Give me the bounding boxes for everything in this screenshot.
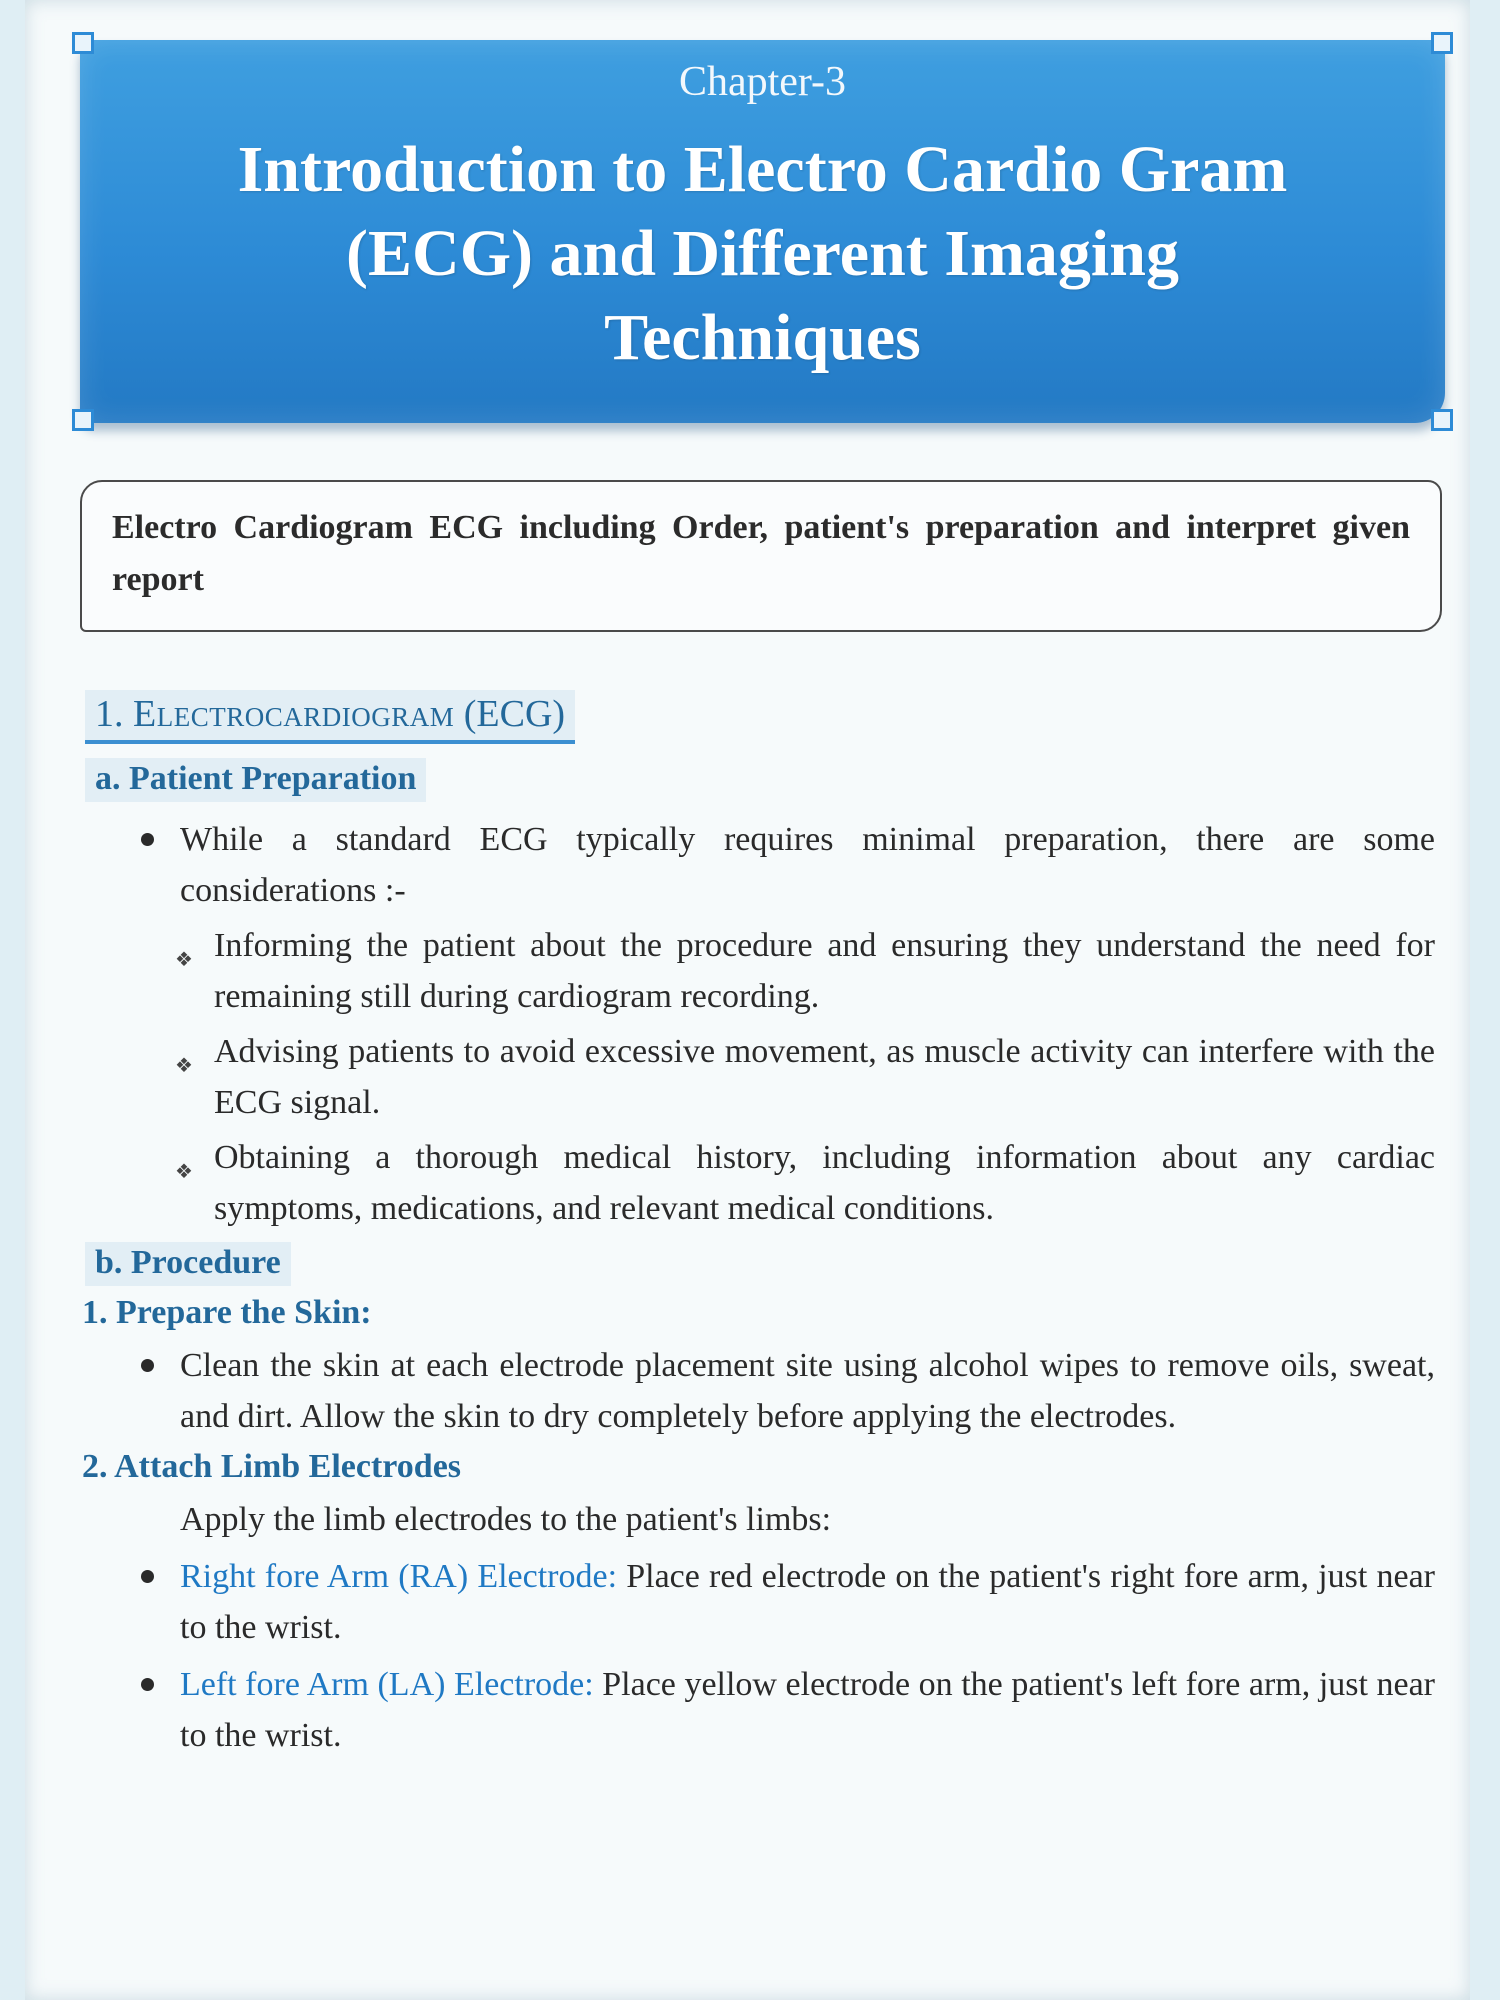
step-heading-attach-limb: 2. Attach Limb Electrodes bbox=[82, 1448, 462, 1485]
corner-ornament bbox=[1431, 409, 1453, 431]
bullet-item bbox=[80, 1340, 1445, 1442]
section-heading bbox=[85, 690, 575, 744]
step-intro: Apply the limb electrodes to the patient's limbs: bbox=[180, 1501, 832, 1538]
sub-bullet-text: Advising patients to avoid excessive movement, as muscle activity can interfere with the ECG signal. bbox=[214, 1033, 1435, 1121]
electrode-text-la: Place yellow electrode on the patient's left fore arm, just near to the wrist. bbox=[180, 1666, 1435, 1754]
diamond-bullet-icon: ❖ bbox=[175, 947, 193, 971]
chapter-title-line: Techniques bbox=[604, 301, 921, 374]
bullet-item-la bbox=[80, 1659, 1445, 1761]
sub-bullet-item bbox=[80, 920, 1445, 1022]
diamond-bullet-icon: ❖ bbox=[175, 1053, 193, 1077]
sub-bullet-text: Obtaining a thorough medical history, including information about any cardiac symptoms, medications, and relevant medical conditions. bbox=[214, 1139, 1435, 1227]
electrode-label-ra: Right fore Arm (RA) Electrode: bbox=[180, 1558, 618, 1595]
corner-ornament bbox=[72, 32, 94, 54]
chapter-title-line: Introduction to Electro Cardio Gram bbox=[237, 133, 1288, 206]
corner-ornament bbox=[1431, 32, 1453, 54]
electrode-label-la: Left fore Arm (LA) Electrode: bbox=[180, 1666, 594, 1703]
section-title-suffix: (ECG) bbox=[463, 693, 566, 735]
bullet-text: While a standard ECG typically requires minimal preparation, there are some considerations :- bbox=[180, 821, 1435, 909]
electrode-text-ra: Place red electrode on the patient's right fore arm, just near to the wrist. bbox=[180, 1558, 1435, 1646]
sub-bullet-text: Informing the patient about the procedure and ensuring they understand the need for remaining still during cardiogram recording. bbox=[214, 927, 1435, 1015]
main-content bbox=[80, 690, 1445, 1761]
chapter-banner bbox=[80, 40, 1445, 423]
bullet-dot-icon bbox=[141, 1359, 154, 1372]
diamond-bullet-icon: ❖ bbox=[175, 1159, 193, 1183]
subheading-procedure: b. Procedure bbox=[85, 1242, 291, 1286]
chapter-title-line: (ECG) and Different Imaging bbox=[346, 217, 1179, 290]
chapter-title bbox=[140, 128, 1385, 380]
topic-box: Electro Cardiogram ECG including Order, patient's preparation and interpret given report bbox=[80, 480, 1442, 632]
sub-bullet-item bbox=[80, 1132, 1445, 1234]
page bbox=[25, 0, 1470, 2000]
subheading-patient-preparation: a. Patient Preparation bbox=[85, 758, 426, 802]
step-heading-prepare-skin: 1. Prepare the Skin: bbox=[82, 1294, 372, 1331]
bullet-dot-icon bbox=[141, 1678, 154, 1691]
section-title: Electrocardiogram bbox=[133, 693, 455, 735]
bullet-dot-icon bbox=[141, 1570, 154, 1583]
bullet-text: Clean the skin at each electrode placement site using alcohol wipes to remove oils, sweat, and dirt. Allow the skin to dry completely before applying the electrodes. bbox=[180, 1347, 1435, 1435]
bullet-dot-icon bbox=[141, 833, 154, 846]
bullet-item bbox=[80, 814, 1445, 916]
sub-bullet-item bbox=[80, 1026, 1445, 1128]
chapter-label: Chapter-3 bbox=[678, 59, 847, 105]
corner-ornament bbox=[72, 409, 94, 431]
bullet-item-ra bbox=[80, 1551, 1445, 1653]
section-number: 1. bbox=[95, 693, 124, 735]
